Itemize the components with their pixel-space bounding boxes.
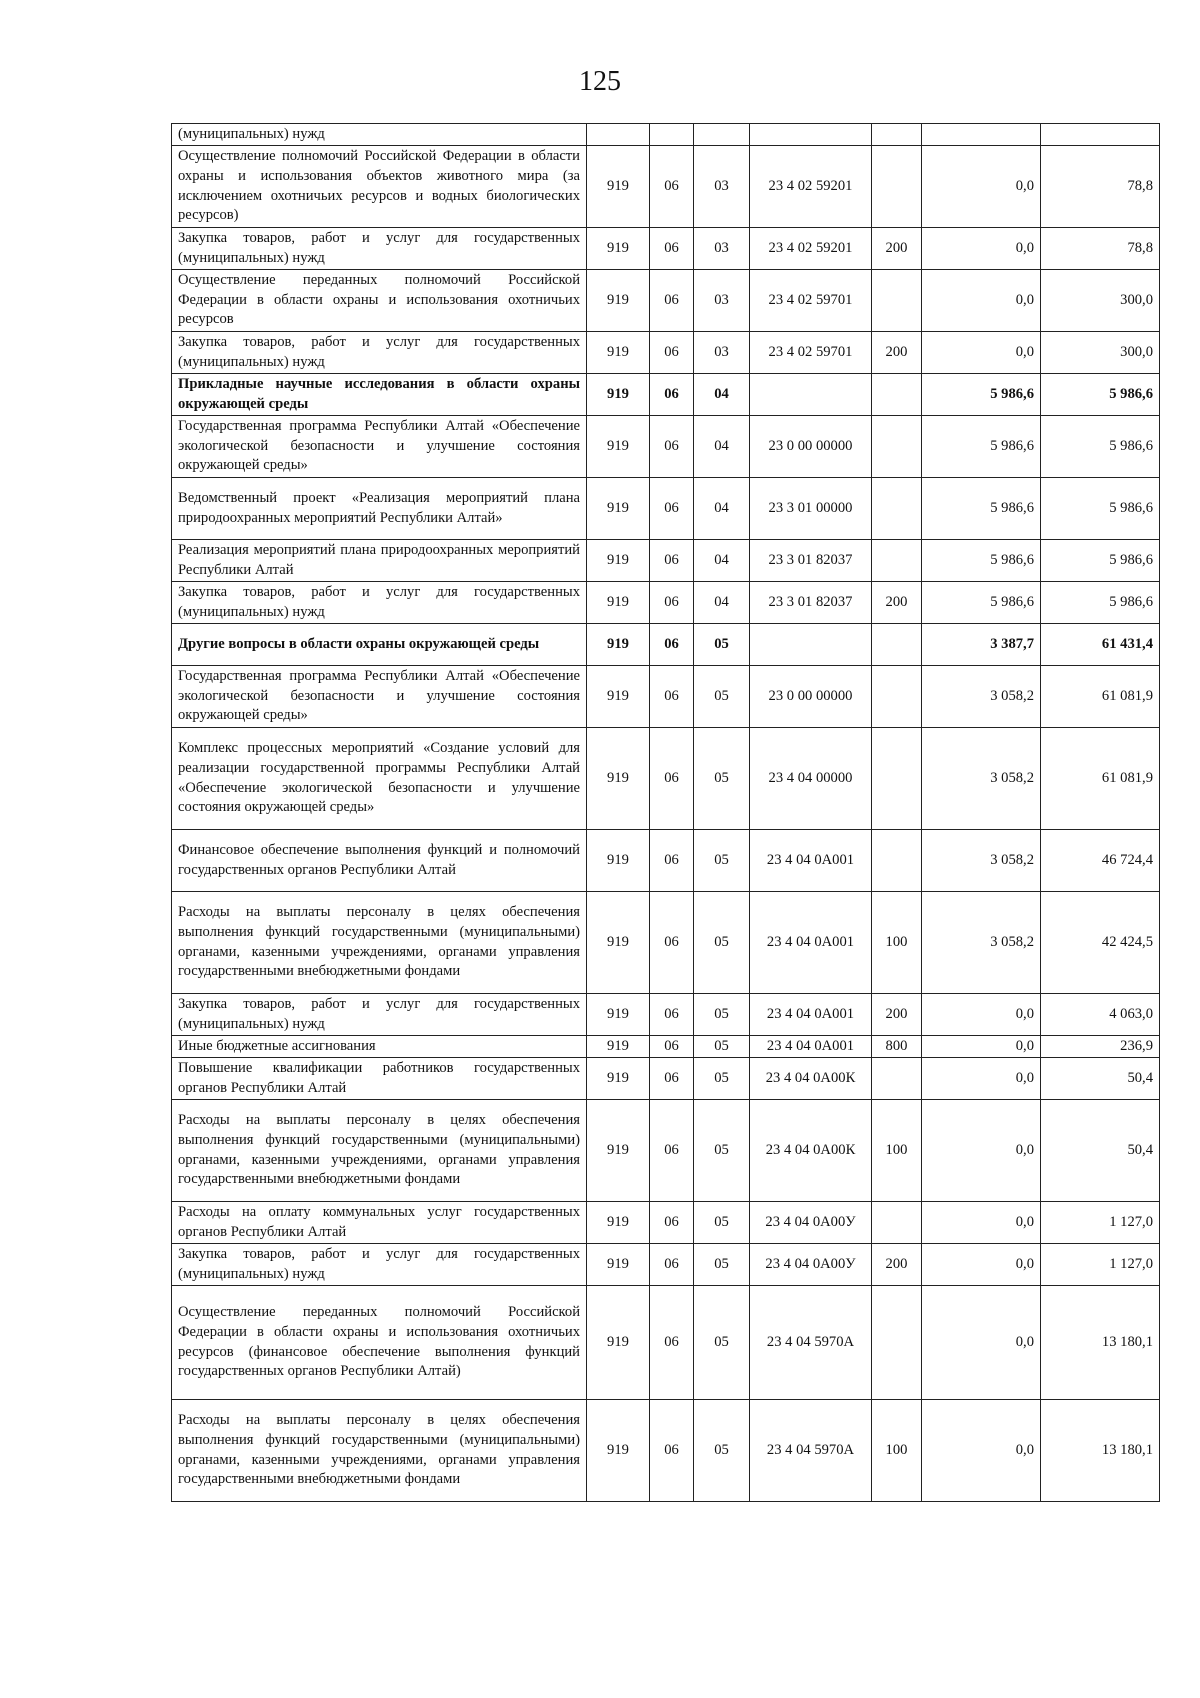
cell-name: Закупка товаров, работ и услуг для государственных (муниципальных) нужд	[172, 582, 587, 624]
cell-csr: 23 4 04 0А00К	[750, 1058, 872, 1100]
cell-sum-1: 3 058,2	[922, 728, 1041, 830]
cell-name: Иные бюджетные ассигнования	[172, 1036, 587, 1058]
cell-name: Осуществление полномочий Российской Федерации в области охраны и использования объектов животного мира (за исключением охотничьих ресурсов и водных биологических ресурсов)	[172, 146, 587, 228]
cell-pr: 05	[694, 1400, 750, 1502]
cell-rz: 06	[650, 416, 694, 478]
cell-pr: 05	[694, 892, 750, 994]
table-row	[172, 1036, 1160, 1058]
cell-sum-2: 236,9	[1041, 1036, 1160, 1058]
cell-csr: 23 4 04 0А001	[750, 994, 872, 1036]
cell-name: Закупка товаров, работ и услуг для государственных (муниципальных) нужд	[172, 332, 587, 374]
cell-csr: 23 0 00 00000	[750, 666, 872, 728]
cell-rz: 06	[650, 1100, 694, 1202]
cell-vr	[872, 624, 922, 666]
cell-vr: 200	[872, 1244, 922, 1286]
table-row	[172, 270, 1160, 332]
budget-table	[171, 123, 1160, 1502]
table-row	[172, 666, 1160, 728]
cell-rz: 06	[650, 146, 694, 228]
cell-pr: 03	[694, 146, 750, 228]
cell-csr: 23 4 04 0А001	[750, 1036, 872, 1058]
cell-sum-1: 0,0	[922, 332, 1041, 374]
cell-csr: 23 4 04 00000	[750, 728, 872, 830]
cell-sum-2: 300,0	[1041, 270, 1160, 332]
cell-sum-2: 78,8	[1041, 228, 1160, 270]
cell-pr: 05	[694, 666, 750, 728]
cell-pr: 04	[694, 582, 750, 624]
cell-sum-1: 0,0	[922, 994, 1041, 1036]
cell-gr: 919	[587, 1202, 650, 1244]
cell-vr	[872, 374, 922, 416]
cell-csr: 23 4 04 0А001	[750, 830, 872, 892]
table-row	[172, 228, 1160, 270]
cell-name: Расходы на выплаты персоналу в целях обеспечения выполнения функций государственными (муниципальными) органами, казенными учреждениями, органами управления государственными внебюджетными фондами	[172, 1100, 587, 1202]
cell-csr: 23 4 04 0А00К	[750, 1100, 872, 1202]
cell-rz: 06	[650, 1244, 694, 1286]
cell-gr	[587, 124, 650, 146]
cell-gr: 919	[587, 830, 650, 892]
cell-sum-1: 0,0	[922, 1286, 1041, 1400]
cell-name: Повышение квалификации работников государственных органов Республики Алтай	[172, 1058, 587, 1100]
cell-sum-1: 0,0	[922, 1058, 1041, 1100]
cell-vr	[872, 124, 922, 146]
cell-sum-2: 5 986,6	[1041, 582, 1160, 624]
cell-name: Финансовое обеспечение выполнения функций и полномочий государственных органов Республики Алтай	[172, 830, 587, 892]
cell-sum-1: 3 387,7	[922, 624, 1041, 666]
table-row	[172, 416, 1160, 478]
cell-pr: 03	[694, 270, 750, 332]
cell-csr: 23 4 02 59701	[750, 270, 872, 332]
table-row	[172, 146, 1160, 228]
cell-gr: 919	[587, 1100, 650, 1202]
cell-pr: 05	[694, 1100, 750, 1202]
cell-rz: 06	[650, 332, 694, 374]
cell-gr: 919	[587, 374, 650, 416]
cell-pr: 03	[694, 332, 750, 374]
cell-gr: 919	[587, 146, 650, 228]
cell-csr: 23 4 02 59201	[750, 228, 872, 270]
cell-vr	[872, 540, 922, 582]
cell-name: Государственная программа Республики Алтай «Обеспечение экологической безопасности и улучшение состояния окружающей среды»	[172, 666, 587, 728]
cell-csr: 23 4 04 0А001	[750, 892, 872, 994]
cell-name: Другие вопросы в области охраны окружающей среды	[172, 624, 587, 666]
cell-sum-1: 5 986,6	[922, 478, 1041, 540]
cell-sum-1: 5 986,6	[922, 540, 1041, 582]
table-row	[172, 1286, 1160, 1400]
cell-gr: 919	[587, 332, 650, 374]
cell-sum-2: 61 081,9	[1041, 666, 1160, 728]
cell-name: Расходы на оплату коммунальных услуг государственных органов Республики Алтай	[172, 1202, 587, 1244]
cell-csr: 23 4 04 5970А	[750, 1286, 872, 1400]
cell-pr: 04	[694, 540, 750, 582]
cell-name: Ведомственный проект «Реализация мероприятий плана природоохранных мероприятий Республики Алтай»	[172, 478, 587, 540]
cell-vr	[872, 1058, 922, 1100]
cell-gr: 919	[587, 270, 650, 332]
cell-pr	[694, 124, 750, 146]
cell-gr: 919	[587, 892, 650, 994]
cell-rz: 06	[650, 830, 694, 892]
table-row	[172, 1100, 1160, 1202]
cell-sum-2: 42 424,5	[1041, 892, 1160, 994]
cell-sum-1: 0,0	[922, 146, 1041, 228]
cell-rz: 06	[650, 478, 694, 540]
table-row	[172, 124, 1160, 146]
table-row	[172, 1400, 1160, 1502]
cell-name: Государственная программа Республики Алтай «Обеспечение экологической безопасности и улучшение состояния окружающей среды»	[172, 416, 587, 478]
cell-sum-2: 61 431,4	[1041, 624, 1160, 666]
cell-pr: 05	[694, 1202, 750, 1244]
cell-pr: 05	[694, 1244, 750, 1286]
cell-csr: 23 3 01 00000	[750, 478, 872, 540]
cell-pr: 05	[694, 1058, 750, 1100]
cell-gr: 919	[587, 228, 650, 270]
cell-name: Комплекс процессных мероприятий «Создание условий для реализации государственной программы Республики Алтай «Обеспечение экологической безопасности и улучшение состояния окружающей среды»	[172, 728, 587, 830]
cell-sum-2: 1 127,0	[1041, 1244, 1160, 1286]
cell-sum-1: 3 058,2	[922, 830, 1041, 892]
cell-gr: 919	[587, 728, 650, 830]
cell-vr	[872, 478, 922, 540]
cell-sum-1: 0,0	[922, 1244, 1041, 1286]
cell-pr: 04	[694, 374, 750, 416]
cell-rz: 06	[650, 582, 694, 624]
table-row	[172, 374, 1160, 416]
cell-pr: 05	[694, 830, 750, 892]
cell-gr: 919	[587, 1058, 650, 1100]
cell-sum-2: 13 180,1	[1041, 1286, 1160, 1400]
cell-name: Реализация мероприятий плана природоохранных мероприятий Республики Алтай	[172, 540, 587, 582]
cell-vr: 200	[872, 582, 922, 624]
table-row	[172, 478, 1160, 540]
cell-csr: 23 3 01 82037	[750, 540, 872, 582]
table-row	[172, 994, 1160, 1036]
table-row	[172, 540, 1160, 582]
cell-rz: 06	[650, 892, 694, 994]
cell-vr	[872, 1286, 922, 1400]
cell-sum-2: 61 081,9	[1041, 728, 1160, 830]
cell-csr: 23 0 00 00000	[750, 416, 872, 478]
table-row	[172, 830, 1160, 892]
cell-gr: 919	[587, 416, 650, 478]
table-row	[172, 1244, 1160, 1286]
table-row	[172, 892, 1160, 994]
cell-sum-1: 0,0	[922, 228, 1041, 270]
cell-rz: 06	[650, 728, 694, 830]
cell-vr	[872, 270, 922, 332]
cell-vr	[872, 666, 922, 728]
cell-vr	[872, 146, 922, 228]
cell-sum-2: 50,4	[1041, 1058, 1160, 1100]
cell-name: Осуществление переданных полномочий Российской Федерации в области охраны и использования охотничьих ресурсов	[172, 270, 587, 332]
cell-csr	[750, 374, 872, 416]
cell-sum-2: 5 986,6	[1041, 478, 1160, 540]
cell-rz: 06	[650, 228, 694, 270]
cell-csr: 23 4 02 59701	[750, 332, 872, 374]
cell-gr: 919	[587, 540, 650, 582]
cell-pr: 04	[694, 478, 750, 540]
cell-vr: 100	[872, 1100, 922, 1202]
cell-rz: 06	[650, 624, 694, 666]
cell-rz: 06	[650, 374, 694, 416]
cell-gr: 919	[587, 1036, 650, 1058]
cell-sum-2: 50,4	[1041, 1100, 1160, 1202]
cell-sum-1	[922, 124, 1041, 146]
cell-rz	[650, 124, 694, 146]
cell-vr: 100	[872, 892, 922, 994]
cell-vr: 200	[872, 332, 922, 374]
table-row	[172, 1202, 1160, 1244]
cell-rz: 06	[650, 666, 694, 728]
cell-rz: 06	[650, 1058, 694, 1100]
cell-rz: 06	[650, 994, 694, 1036]
cell-pr: 04	[694, 416, 750, 478]
cell-gr: 919	[587, 1400, 650, 1502]
cell-sum-1: 0,0	[922, 1400, 1041, 1502]
cell-sum-2: 13 180,1	[1041, 1400, 1160, 1502]
cell-name: Закупка товаров, работ и услуг для государственных (муниципальных) нужд	[172, 1244, 587, 1286]
cell-gr: 919	[587, 478, 650, 540]
cell-sum-2: 46 724,4	[1041, 830, 1160, 892]
cell-vr: 200	[872, 228, 922, 270]
cell-sum-2: 5 986,6	[1041, 416, 1160, 478]
cell-sum-2: 5 986,6	[1041, 374, 1160, 416]
cell-csr: 23 4 04 0А00У	[750, 1244, 872, 1286]
cell-name: Расходы на выплаты персоналу в целях обеспечения выполнения функций государственными (муниципальными) органами, казенными учреждениями, органами управления государственными внебюджетными фондами	[172, 1400, 587, 1502]
cell-csr: 23 3 01 82037	[750, 582, 872, 624]
cell-rz: 06	[650, 1202, 694, 1244]
cell-pr: 05	[694, 728, 750, 830]
cell-csr: 23 4 04 0А00У	[750, 1202, 872, 1244]
cell-gr: 919	[587, 994, 650, 1036]
cell-vr: 800	[872, 1036, 922, 1058]
cell-csr	[750, 624, 872, 666]
cell-vr	[872, 830, 922, 892]
cell-pr: 05	[694, 624, 750, 666]
cell-gr: 919	[587, 582, 650, 624]
cell-vr	[872, 1202, 922, 1244]
cell-rz: 06	[650, 540, 694, 582]
cell-sum-2: 4 063,0	[1041, 994, 1160, 1036]
cell-sum-1: 3 058,2	[922, 892, 1041, 994]
cell-rz: 06	[650, 1286, 694, 1400]
cell-rz: 06	[650, 1036, 694, 1058]
cell-name: Осуществление переданных полномочий Российской Федерации в области охраны и использования охотничьих ресурсов (финансовое обеспечение выполнения функций государственных органов Республики Алтай)	[172, 1286, 587, 1400]
cell-sum-2: 300,0	[1041, 332, 1160, 374]
cell-sum-2: 78,8	[1041, 146, 1160, 228]
cell-vr	[872, 416, 922, 478]
cell-vr: 200	[872, 994, 922, 1036]
cell-vr	[872, 728, 922, 830]
cell-name: Прикладные научные исследования в области охраны окружающей среды	[172, 374, 587, 416]
cell-sum-1: 0,0	[922, 1202, 1041, 1244]
cell-sum-2: 5 986,6	[1041, 540, 1160, 582]
cell-sum-1: 5 986,6	[922, 416, 1041, 478]
cell-gr: 919	[587, 1286, 650, 1400]
cell-pr: 03	[694, 228, 750, 270]
cell-name: Расходы на выплаты персоналу в целях обеспечения выполнения функций государственными (муниципальными) органами, казенными учреждениями, органами управления государственными внебюджетными фондами	[172, 892, 587, 994]
cell-csr	[750, 124, 872, 146]
table-row	[172, 1058, 1160, 1100]
table-row	[172, 582, 1160, 624]
table-row	[172, 332, 1160, 374]
cell-sum-2: 1 127,0	[1041, 1202, 1160, 1244]
cell-pr: 05	[694, 994, 750, 1036]
cell-sum-1: 5 986,6	[922, 374, 1041, 416]
cell-csr: 23 4 04 5970А	[750, 1400, 872, 1502]
table-row	[172, 728, 1160, 830]
cell-sum-1: 5 986,6	[922, 582, 1041, 624]
cell-sum-1: 0,0	[922, 1036, 1041, 1058]
cell-gr: 919	[587, 624, 650, 666]
cell-gr: 919	[587, 1244, 650, 1286]
cell-name: Закупка товаров, работ и услуг для государственных (муниципальных) нужд	[172, 228, 587, 270]
cell-sum-1: 3 058,2	[922, 666, 1041, 728]
cell-rz: 06	[650, 270, 694, 332]
cell-sum-1: 0,0	[922, 270, 1041, 332]
cell-pr: 05	[694, 1036, 750, 1058]
cell-sum-2	[1041, 124, 1160, 146]
table-row	[172, 624, 1160, 666]
cell-sum-1: 0,0	[922, 1100, 1041, 1202]
page-number: 125	[579, 66, 621, 97]
cell-pr: 05	[694, 1286, 750, 1400]
table-body	[172, 124, 1160, 1502]
cell-name: (муниципальных) нужд	[172, 124, 587, 146]
cell-gr: 919	[587, 666, 650, 728]
cell-csr: 23 4 02 59201	[750, 146, 872, 228]
cell-name: Закупка товаров, работ и услуг для государственных (муниципальных) нужд	[172, 994, 587, 1036]
cell-vr: 100	[872, 1400, 922, 1502]
cell-rz: 06	[650, 1400, 694, 1502]
